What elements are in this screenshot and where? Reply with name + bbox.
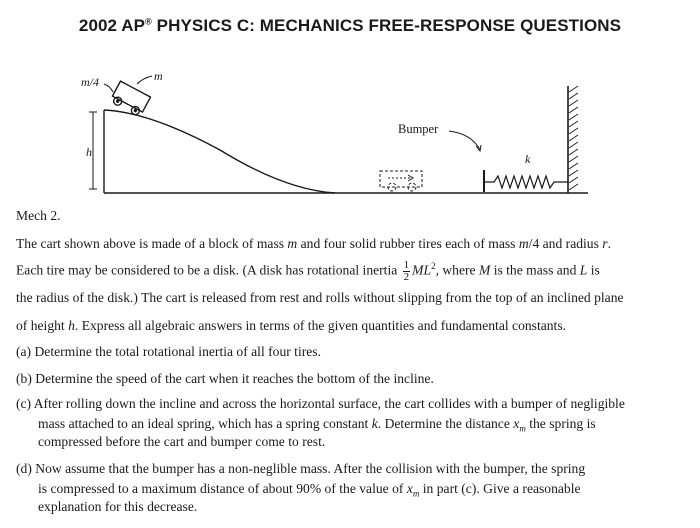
header-year: 2002 AP: [78, 16, 146, 35]
label-height: h: [86, 145, 92, 159]
part-c-line-2: mass attached to an ideal spring, which has a spring constant k. Determine the distance $x_m$ the spring is: [38, 416, 596, 434]
intro-line-2: Each tire may be considered to be a disk. (A disk has rotational inertia $\frac{1}{2}$ $ML^2$, where M is the mass and L is: [16, 259, 600, 283]
intro-line-4: of height h. Express all algebraic answers in terms of the given quantities and fundamental constants.: [16, 318, 567, 333]
cart-at-bottom: [380, 171, 422, 191]
mass-leader: [137, 76, 152, 84]
spring: [484, 176, 568, 188]
wall-hatching: [569, 86, 578, 190]
header-title: PHYSICS C: MECHANICS FREE-RESPONSE QUESTIONS: [151, 16, 622, 35]
part-b: (b) Determine the speed of the cart when it reaches the bottom of the incline.: [16, 371, 434, 386]
intro-line-3: the radius of the disk.) The cart is released from rest and rolls without slipping from the top of an inclined plane: [16, 290, 624, 305]
part-a: (a) Determine the total rotational inertia of all four tires.: [16, 344, 321, 359]
one-half-fraction: $\frac{1}{2}$: [403, 259, 410, 283]
part-d-line-1: (d) Now assume that the bumper has a non-neglible mass. After the collision with the bumper, the spring: [16, 461, 586, 476]
intro-line-1: The cart shown above is made of a block of mass m and four solid rubber tires each of mass m/4 and radius r.: [16, 236, 611, 251]
part-c-line-1: (c) After rolling down the incline and across the horizontal surface, the cart collides with a bumper of negligible: [16, 396, 625, 411]
incline-curve: [104, 110, 335, 193]
problem-label: Mech 2.: [16, 208, 61, 223]
incline-diagram: [0, 0, 700, 210]
label-bumper: Bumper: [398, 122, 439, 136]
part-d-line-2: is compressed to a maximum distance of about 90% of the value of $x_m$ in part (c). Give a reasonable: [38, 481, 581, 499]
part-d-line-3: explanation for this decrease.: [38, 499, 198, 514]
part-c-line-3: compressed before the cart and bumper come to rest.: [38, 434, 326, 449]
registered-mark: ®: [145, 16, 152, 27]
cart-on-incline: [110, 81, 151, 117]
label-mass-quarter: m/4: [81, 75, 99, 89]
bumper-leader: [449, 131, 480, 150]
mass-quarter-leader: [104, 84, 113, 92]
label-mass: m: [154, 69, 163, 83]
label-spring-constant: k: [525, 152, 531, 166]
